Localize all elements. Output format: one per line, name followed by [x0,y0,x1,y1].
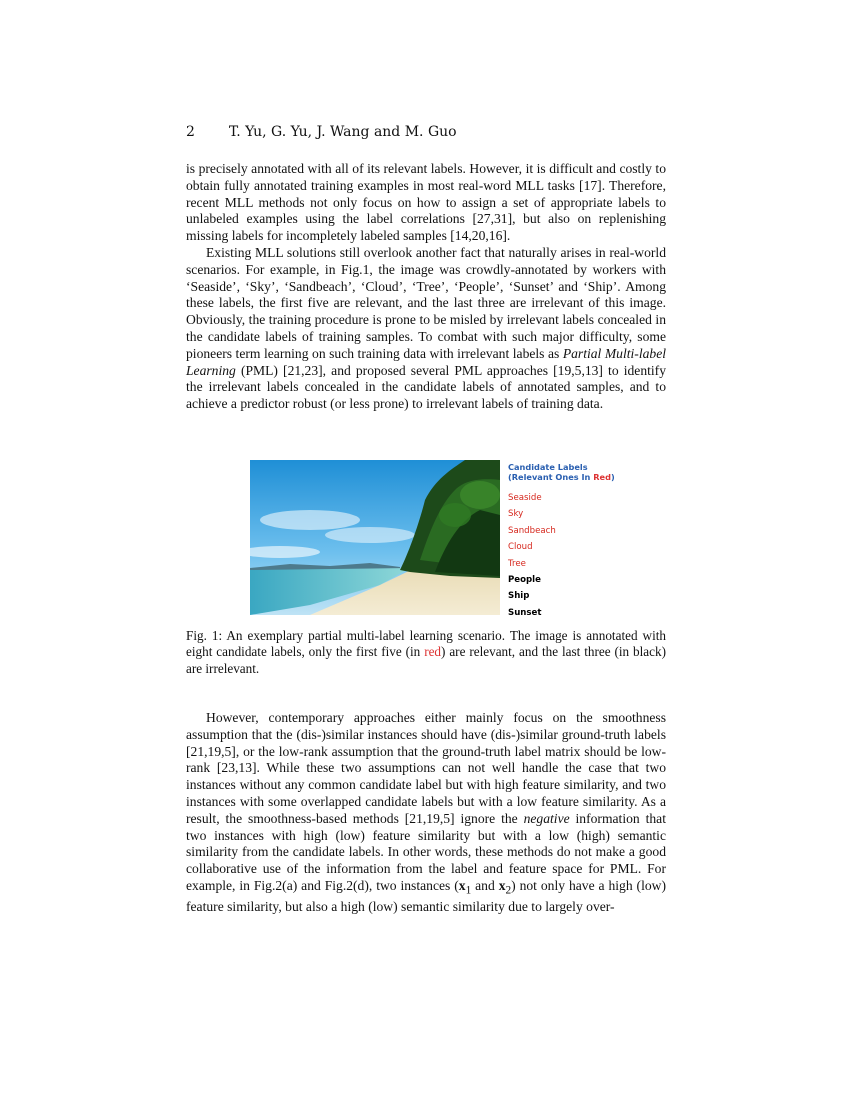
label-ship: Ship [508,591,530,602]
figure-caption: Fig. 1: An exemplary partial multi-label learning scenario. The image is annotated with eight candidate labels, only the first five (in red) are relevant, and the last three (in black) are irrelevant. [186,628,666,676]
paragraph-3: However, contemporary approaches either mainly focus on the smoothness assumption that the (dis-)similar instances should have (dis-)similar ground-truth labels [21,19,5], or the low-rank assumption that the ground-truth label matrix should be low-rank [23,13]. While these two assumptions can not well handle the case that two instances without any common candidate label but with high feature similarity, and two instances with some overlapped candidate labels but with a low feature similarity. As a result, the smoothness-based methods [21,19,5] ignore the negative information that two instances with high (low) feature similarity but with a low (high) semantic similarity from the candidate labels. In other words, these methods do not make a good collaborative use of the information from the label and feature space for PML. For example, in Fig.2(a) and Fig.2(d), two instances ($x_1$ and $x_2$) not only have a high (low) feature similarity, but also a high (low) semantic similarity due to largely over- [186,710,666,915]
beach-photo [250,460,500,615]
panel-title: Candidate Labels (Relevant Ones In Red) [508,462,615,482]
page-number: 2 [186,124,195,140]
label-cloud: Cloud [508,542,533,553]
running-authors: T. Yu, G. Yu, J. Wang and M. Guo [228,124,457,140]
label-sandbeach: Sandbeach [508,525,556,536]
label-sky: Sky [508,509,524,520]
pml-term: Partial Multi-label Learning [186,345,666,378]
body-text-top [186,161,666,413]
label-sunset: Sunset [508,607,542,618]
body-text-bottom [186,710,666,916]
page-header [186,124,666,140]
candidate-labels-panel [508,462,618,621]
figure-1 [250,460,615,618]
paragraph-1: is precisely annotated with all of its relevant labels. However, it is difficult and costly to obtain fully annotated training examples in most real-word MLL tasks [17]. Therefore, recent MLL methods not only focus on how to assign a set of appropriate labels to unlabeled examples using the label correlations [27,31], but also on replenishing missing labels for incompletely labeled samples [14,20,16]. [186,161,666,244]
negative-term: negative [523,810,570,826]
paragraph-2: Existing MLL solutions still overlook another fact that naturally arises in real-world scenarios. For example, in Fig.1, the image was crowdly-annotated by workers with ‘Seaside’, ‘Sky’, ‘Sandbeach’, ‘Cloud’, ‘Tree’, ‘People’, ‘Sunset’ and ‘Ship’. Among these labels, the first five are relevant, and the last three are irrelevant of this image. Obviously, the training procedure is prone to be misled by irrelevant labels concealed in the candidate labels of training samples. To combat with such major difficulty, some pioneers term learning on such training data with irrelevant labels as Partial Multi-label Learning (PML) [21,23], and proposed several PML approaches [19,5,13] to identify the irrelevant labels concealed in the candidate labels of annotated samples, and to achieve a predictor robust (or less prone) to irrelevant labels of training data. [186,244,666,412]
label-list [508,490,618,621]
x2-symbol: x [498,877,506,893]
caption-red-word: red [424,644,442,660]
label-people: People [508,574,541,585]
label-tree: Tree [508,558,526,569]
label-seaside: Seaside [508,493,542,503]
x1-symbol: x [458,877,466,893]
